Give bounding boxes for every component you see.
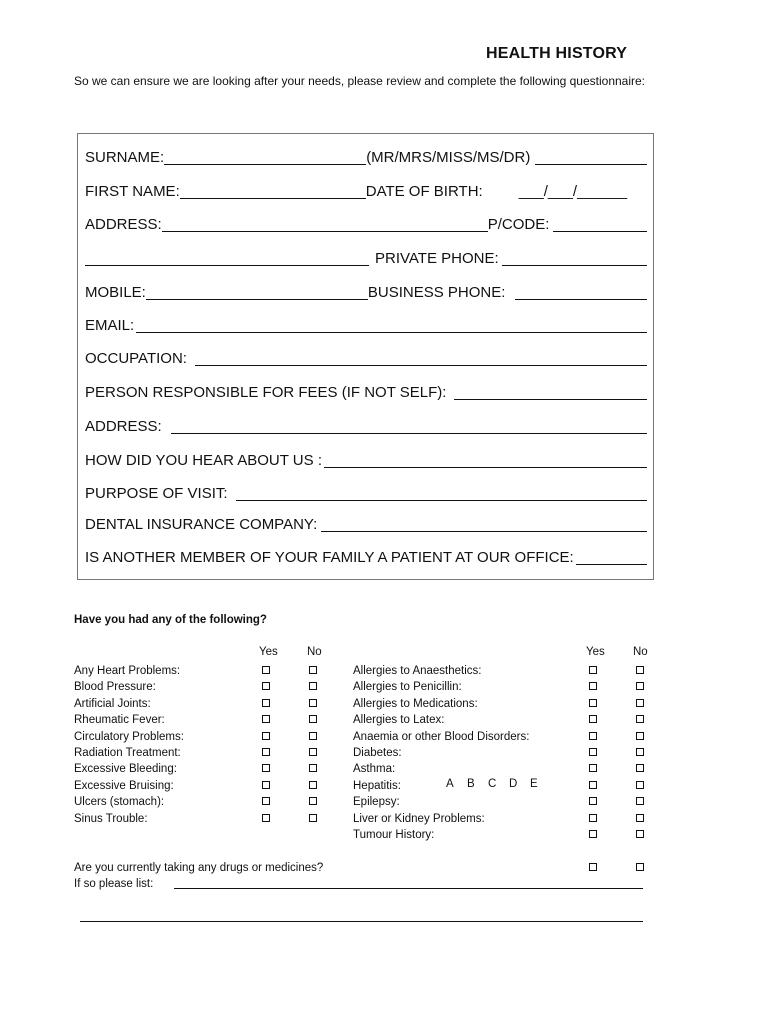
condition-yes-checkbox[interactable] <box>262 764 270 772</box>
conditions-heading: Have you had any of the following? <box>74 614 267 626</box>
row-insurance <box>85 513 647 533</box>
left-no-header: No <box>307 646 322 658</box>
condition-label: Sinus Trouble: <box>74 813 148 825</box>
hear-about-label: HOW DID YOU HEAR ABOUT US : <box>85 452 322 469</box>
occupation-field[interactable] <box>195 365 647 366</box>
condition-no-checkbox[interactable] <box>309 682 317 690</box>
purpose-label: PURPOSE OF VISIT: <box>85 485 228 502</box>
address-label: ADDRESS: <box>85 216 162 233</box>
email-field[interactable] <box>136 332 647 333</box>
row-email <box>85 314 647 334</box>
drugs-yes-checkbox[interactable] <box>589 863 597 871</box>
row-first-name <box>85 180 647 200</box>
first-name-field[interactable] <box>180 198 366 199</box>
condition-no-checkbox[interactable] <box>309 715 317 723</box>
business-phone-label: BUSINESS PHONE: <box>367 284 506 301</box>
row-fees <box>85 381 647 401</box>
business-phone-field[interactable] <box>515 299 647 300</box>
hepatitis-type-b: B <box>467 778 475 790</box>
hepatitis-type-e: E <box>530 778 538 790</box>
condition-label: Allergies to Latex: <box>353 714 445 726</box>
insurance-label: DENTAL INSURANCE COMPANY: <box>85 516 318 533</box>
fees-address-label: ADDRESS: <box>85 418 162 435</box>
drugs-list-label: If so please list: <box>74 878 154 890</box>
condition-no-checkbox[interactable] <box>636 666 644 674</box>
fees-field[interactable] <box>454 399 647 400</box>
condition-label: Ulcers (stomach): <box>74 796 165 808</box>
condition-no-checkbox[interactable] <box>636 797 644 805</box>
postcode-field[interactable] <box>553 231 647 232</box>
first-name-label: FIRST NAME: <box>85 183 180 200</box>
condition-label: Blood Pressure: <box>74 681 156 693</box>
condition-no-checkbox[interactable] <box>636 748 644 756</box>
title-field[interactable] <box>535 164 647 165</box>
fees-label: PERSON RESPONSIBLE FOR FEES (IF NOT SELF): <box>85 384 447 401</box>
condition-yes-checkbox[interactable] <box>262 666 270 674</box>
condition-no-checkbox[interactable] <box>636 715 644 723</box>
condition-label: Liver or Kidney Problems: <box>353 813 485 825</box>
condition-yes-checkbox[interactable] <box>262 781 270 789</box>
row-occupation <box>85 347 647 367</box>
condition-no-checkbox[interactable] <box>636 764 644 772</box>
condition-yes-checkbox[interactable] <box>589 715 597 723</box>
drugs-question: Are you currently taking any drugs or medicines? <box>74 862 324 874</box>
postcode-label: P/CODE: <box>487 216 550 233</box>
left-yes-header: Yes <box>259 646 278 658</box>
row-address <box>85 213 647 233</box>
right-yes-header: Yes <box>586 646 605 658</box>
condition-label: Allergies to Medications: <box>353 698 478 710</box>
row-family <box>85 546 647 566</box>
condition-yes-checkbox[interactable] <box>262 732 270 740</box>
private-phone-field[interactable] <box>502 265 647 266</box>
mobile-label: MOBILE: <box>85 284 146 301</box>
drugs-list-field[interactable] <box>174 888 643 889</box>
condition-label: Allergies to Anaesthetics: <box>353 665 482 677</box>
condition-no-checkbox[interactable] <box>309 781 317 789</box>
row-hear-about <box>85 449 647 469</box>
condition-yes-checkbox[interactable] <box>589 764 597 772</box>
condition-yes-checkbox[interactable] <box>589 699 597 707</box>
occupation-label: OCCUPATION: <box>85 350 187 367</box>
condition-label: Artificial Joints: <box>74 698 151 710</box>
condition-label: Epilepsy: <box>353 796 400 808</box>
surname-label: SURNAME: <box>85 149 165 166</box>
surname-field[interactable] <box>164 164 366 165</box>
dob-label: DATE OF BIRTH: <box>365 183 483 200</box>
row-purpose <box>85 482 647 502</box>
condition-yes-checkbox[interactable] <box>589 781 597 789</box>
condition-yes-checkbox[interactable] <box>589 732 597 740</box>
condition-no-checkbox[interactable] <box>636 830 644 838</box>
condition-yes-checkbox[interactable] <box>589 797 597 805</box>
family-label: IS ANOTHER MEMBER OF YOUR FAMILY A PATIENT AT OUR OFFICE: <box>85 549 574 566</box>
row-mobile <box>85 281 647 301</box>
condition-no-checkbox[interactable] <box>636 814 644 822</box>
condition-no-checkbox[interactable] <box>636 699 644 707</box>
condition-label: Radiation Treatment: <box>74 747 181 759</box>
condition-yes-checkbox[interactable] <box>262 814 270 822</box>
condition-yes-checkbox[interactable] <box>589 814 597 822</box>
row-fees-address <box>85 415 647 435</box>
email-label: EMAIL: <box>85 317 135 334</box>
condition-no-checkbox[interactable] <box>636 732 644 740</box>
condition-yes-checkbox[interactable] <box>589 748 597 756</box>
row-private-phone <box>85 247 647 267</box>
condition-label: Tumour History: <box>353 829 435 841</box>
right-no-header: No <box>633 646 648 658</box>
condition-yes-checkbox[interactable] <box>589 830 597 838</box>
condition-yes-checkbox[interactable] <box>589 682 597 690</box>
private-phone-label: PRIVATE PHONE: <box>375 250 499 267</box>
condition-label: Excessive Bruising: <box>74 780 174 792</box>
condition-yes-checkbox[interactable] <box>262 682 270 690</box>
address-line2-field[interactable] <box>85 265 369 266</box>
condition-label: Hepatitis: <box>353 780 401 792</box>
hepatitis-type-d: D <box>509 778 518 790</box>
condition-label: Excessive Bleeding: <box>74 763 177 775</box>
condition-no-checkbox[interactable] <box>309 666 317 674</box>
condition-label: Asthma: <box>353 763 396 775</box>
condition-yes-checkbox[interactable] <box>262 699 270 707</box>
condition-yes-checkbox[interactable] <box>262 748 270 756</box>
condition-yes-checkbox[interactable] <box>589 666 597 674</box>
insurance-field[interactable] <box>321 531 647 532</box>
condition-no-checkbox[interactable] <box>309 748 317 756</box>
condition-no-checkbox[interactable] <box>636 682 644 690</box>
intro-text: So we can ensure we are looking after your needs, please review and complete the following questionnaire: <box>74 74 646 88</box>
page-title: HEALTH HISTORY <box>486 45 628 62</box>
condition-label: Any Heart Problems: <box>74 665 181 677</box>
condition-yes-checkbox[interactable] <box>262 715 270 723</box>
condition-yes-checkbox[interactable] <box>262 797 270 805</box>
hepatitis-type-a: A <box>446 778 454 790</box>
dob-field[interactable]: ___/___/______ <box>518 183 628 200</box>
address-field[interactable] <box>162 231 488 232</box>
condition-no-checkbox[interactable] <box>309 797 317 805</box>
condition-no-checkbox[interactable] <box>309 814 317 822</box>
hepatitis-type-c: C <box>488 778 497 790</box>
condition-no-checkbox[interactable] <box>309 764 317 772</box>
condition-label: Allergies to Penicillin: <box>353 681 462 693</box>
family-field[interactable] <box>576 564 647 565</box>
row-surname <box>85 146 647 166</box>
condition-label: Rheumatic Fever: <box>74 714 165 726</box>
hear-about-field[interactable] <box>324 467 647 468</box>
condition-label: Circulatory Problems: <box>74 731 184 743</box>
mobile-field[interactable] <box>146 299 368 300</box>
condition-no-checkbox[interactable] <box>309 699 317 707</box>
hepatitis-types <box>446 778 551 790</box>
condition-no-checkbox[interactable] <box>636 781 644 789</box>
fees-address-field[interactable] <box>171 433 647 434</box>
title-options-label: (MR/MRS/MISS/MS/DR) <box>366 149 531 166</box>
drugs-list-field-2[interactable] <box>80 921 643 922</box>
drugs-no-checkbox[interactable] <box>636 863 644 871</box>
condition-label: Diabetes: <box>353 747 402 759</box>
condition-no-checkbox[interactable] <box>309 732 317 740</box>
condition-label: Anaemia or other Blood Disorders: <box>353 731 530 743</box>
purpose-field[interactable] <box>236 500 647 501</box>
